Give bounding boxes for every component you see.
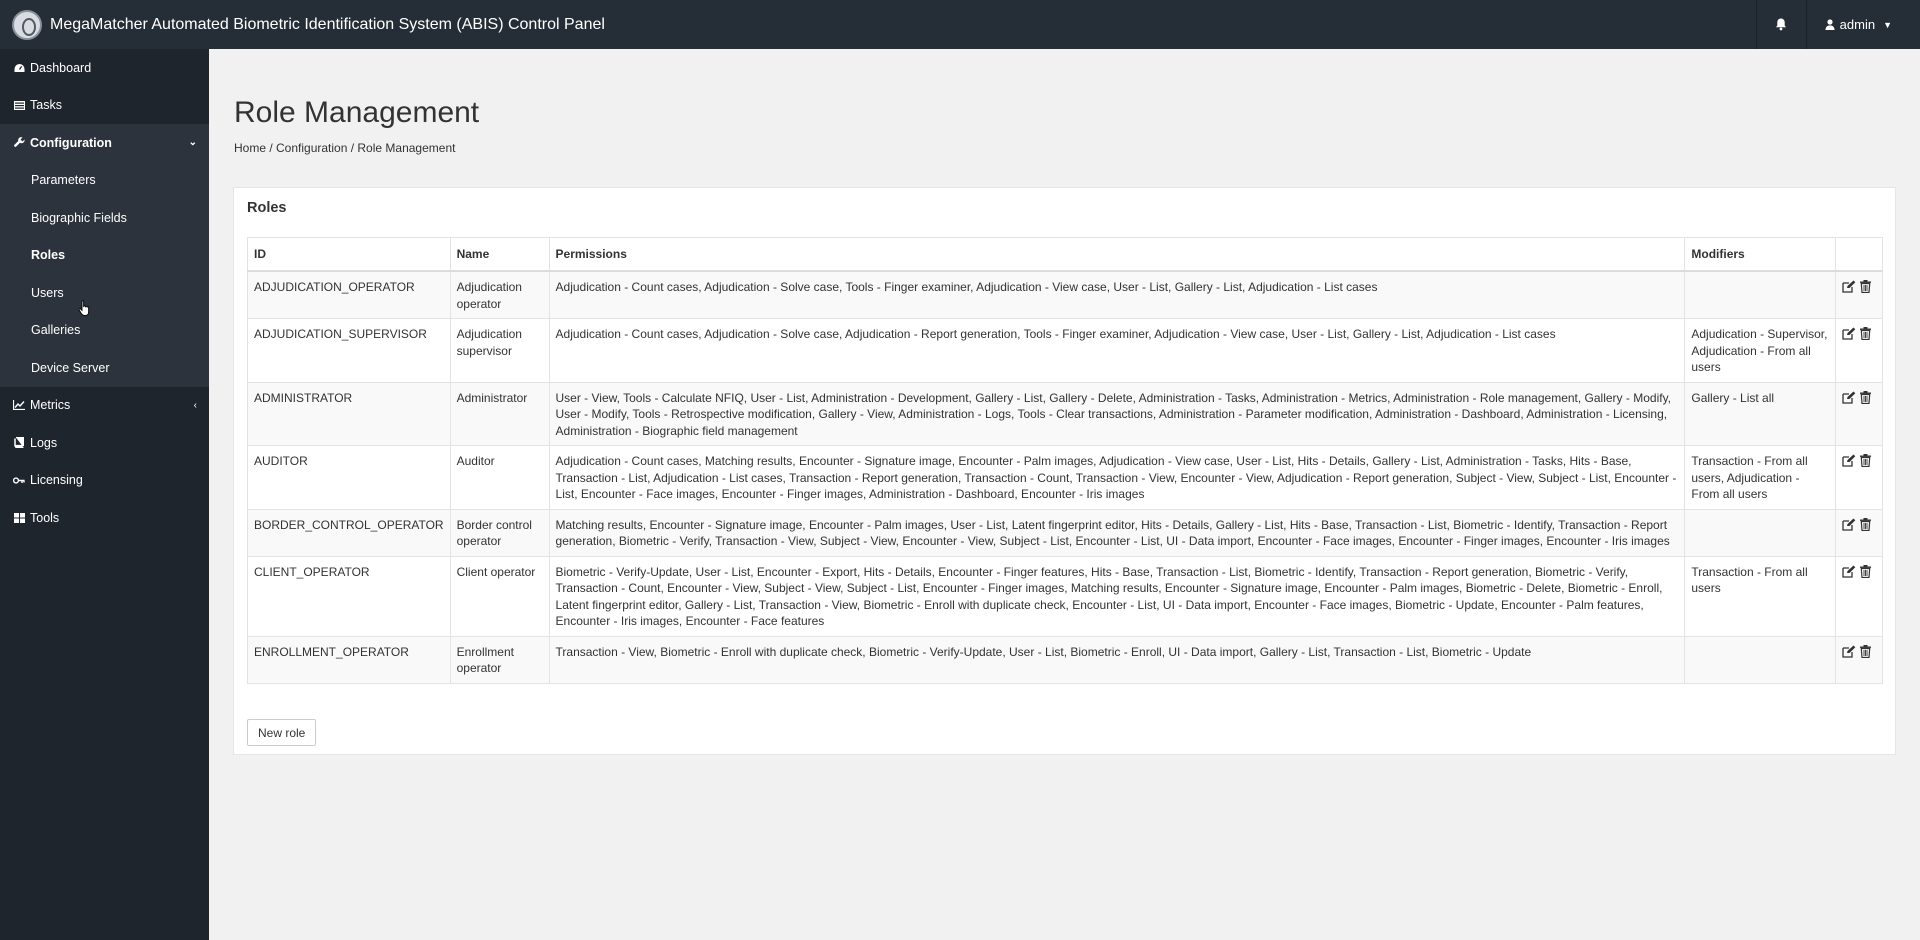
column-header-name: Name	[450, 238, 549, 272]
delete-icon[interactable]	[1860, 327, 1871, 340]
sidebar-item-galleries[interactable]: Galleries	[31, 323, 81, 338]
edit-icon[interactable]	[1842, 280, 1856, 293]
dashboard-icon	[13, 63, 25, 73]
sidebar-item-configuration[interactable]	[0, 124, 209, 162]
column-header-modifiers: Modifiers	[1685, 238, 1836, 272]
role-id: ADJUDICATION_SUPERVISOR	[248, 319, 451, 383]
sidebar-item-parameters[interactable]: Parameters	[31, 173, 96, 188]
delete-icon[interactable]	[1860, 391, 1871, 404]
table-header-row	[248, 238, 1883, 272]
delete-icon[interactable]	[1860, 565, 1871, 578]
role-permissions: Matching results, Encounter - Signature image, Encounter - Palm images, User - List, Latent fingerprint editor, Hits - Details, Gallery - List, Hits - Base, Transaction - List, Biometric - Identify, Transaction - Report generation, Biometric - Verify, Transaction - View, Subject - View, Encounter - View, Subject - List, Encounter - List, UI - Data import, Encounter - Face images, Encounter - Finger images, Encounter - Iris images	[549, 509, 1685, 556]
table-row	[248, 382, 1883, 446]
edit-icon[interactable]	[1842, 518, 1856, 531]
role-actions	[1836, 509, 1883, 556]
role-modifiers	[1685, 636, 1836, 683]
sidebar-item-roles[interactable]: Roles	[31, 248, 66, 263]
role-modifiers: Adjudication - Supervisor, Adjudication - From all users	[1685, 319, 1836, 383]
table-row	[248, 319, 1883, 383]
role-actions	[1836, 319, 1883, 383]
book-icon	[13, 437, 25, 448]
sidebar-item-logs[interactable]	[0, 424, 209, 462]
page-title: Role Management	[234, 96, 480, 129]
top-bar	[0, 0, 1920, 49]
user-menu[interactable]	[1806, 0, 1920, 49]
sidebar-item-label: Dashboard	[30, 60, 92, 75]
role-permissions: Adjudication - Count cases, Adjudication - Solve case, Adjudication - Report generation, Tools - Finger examiner, Adjudication - View case, User - List, Gallery - List, Adjudication - List cases	[549, 319, 1685, 383]
sidebar	[0, 49, 209, 940]
role-id: ENROLLMENT_OPERATOR	[248, 636, 451, 683]
caret-down-icon: ▼	[1883, 19, 1892, 30]
sidebar-item-users[interactable]: Users	[31, 285, 64, 300]
main-content	[209, 49, 1920, 940]
sidebar-item-label: Configuration	[30, 135, 112, 150]
role-actions	[1836, 636, 1883, 683]
edit-icon[interactable]	[1842, 454, 1856, 467]
role-permissions: Adjudication - Count cases, Adjudication - Solve case, Tools - Finger examiner, Adjudication - View case, User - List, Gallery - List, Adjudication - List cases	[549, 271, 1685, 319]
chevron-down-icon: ⌄	[188, 137, 197, 149]
sidebar-item-label: Licensing	[30, 473, 83, 488]
table-row	[248, 636, 1883, 683]
sidebar-item-device-server[interactable]: Device Server	[31, 360, 110, 375]
table-row	[248, 446, 1883, 510]
role-permissions: Biometric - Verify-Update, User - List, Encounter - Export, Hits - Details, Encounter - Finger features, Hits - Base, Transaction - List, Biometric - Identify, Transaction - Report generation, Biometric - Verify, Transaction - Count, Encounter - View, Subject - View, Subject - List, Encounter - Finger images, Matching results, Encounter - Signature image, Encounter - Palm images, Biometric - Delete, Biometric - Enroll, Latent fingerprint editor, Gallery - List, Transaction - View, Biometric - Enroll with duplicate check, Encounter - List, UI - Data import, Encounter - Face images, Biometric - Update, Encounter - Palm features, Encounter - Iris images, Encounter - Face features	[549, 556, 1685, 636]
sidebar-item-label: Tools	[30, 510, 60, 525]
column-header-permissions: Permissions	[549, 238, 1685, 272]
role-name: Enrollment operator	[450, 636, 549, 683]
key-icon	[13, 476, 25, 485]
tasks-icon	[13, 101, 25, 110]
sidebar-item-biographic-fields[interactable]: Biographic Fields	[31, 210, 127, 225]
role-permissions: Adjudication - Count cases, Matching results, Encounter - Signature image, Encounter - Palm images, Adjudication - View case, User - List, Hits - Details, Gallery - List, Administration - Tasks, Hits - Base, Transaction - List, Adjudication - List cases, Transaction - Report generation, Transaction - Count, Transaction - View, Encounter - View, Adjudication - Report generation, Subject - View, Subject - List, Encounter - List, Encounter - Face images, Encounter - Finger images, Administration - Dashboard, Encounter - Iris images	[549, 446, 1685, 510]
sidebar-item-dashboard[interactable]	[0, 49, 209, 87]
role-id: BORDER_CONTROL_OPERATOR	[248, 509, 451, 556]
column-header-id: ID	[248, 238, 451, 272]
sidebar-item-label: Logs	[30, 435, 58, 450]
chart-icon	[13, 400, 25, 410]
role-actions	[1836, 382, 1883, 446]
edit-icon[interactable]	[1842, 391, 1856, 404]
roles-card	[233, 187, 1896, 755]
chevron-left-icon: ‹	[193, 399, 197, 411]
edit-icon[interactable]	[1842, 645, 1856, 658]
edit-icon[interactable]	[1842, 327, 1856, 340]
sidebar-item-metrics[interactable]	[0, 387, 209, 425]
app-title: MegaMatcher Automated Biometric Identification System (ABIS) Control Panel	[50, 15, 605, 33]
role-id: ADJUDICATION_OPERATOR	[248, 271, 451, 319]
delete-icon[interactable]	[1860, 645, 1871, 658]
role-name: Auditor	[450, 446, 549, 510]
role-actions	[1836, 446, 1883, 510]
role-modifiers: Transaction - From all users	[1685, 556, 1836, 636]
role-name: Client operator	[450, 556, 549, 636]
role-id: AUDITOR	[248, 446, 451, 510]
notifications-bell-icon[interactable]	[1756, 0, 1806, 49]
table-row	[248, 556, 1883, 636]
sidebar-item-tools[interactable]	[0, 499, 209, 537]
sidebar-item-label: Metrics	[30, 398, 71, 413]
roles-table	[247, 237, 1883, 684]
delete-icon[interactable]	[1860, 518, 1871, 531]
role-id: CLIENT_OPERATOR	[248, 556, 451, 636]
sidebar-item-label: Tasks	[30, 98, 62, 113]
role-permissions: User - View, Tools - Calculate NFIQ, User - List, Administration - Development, Gallery - List, Gallery - Delete, Administration - Tasks, Administration - Metrics, Administration - Role management, Gallery - Modify, User - Modify, Tools - Retrospective modification, Gallery - View, Administration - Logs, Tools - Clear transactions, Administration - Parameter modification, Administration - Dashboard, Administration - Licensing, Administration - Biographic field management	[549, 382, 1685, 446]
roles-card-title: Roles	[247, 200, 287, 216]
role-name: Adjudication supervisor	[450, 319, 549, 383]
role-name: Adjudication operator	[450, 271, 549, 319]
role-modifiers	[1685, 509, 1836, 556]
mouse-cursor-icon	[78, 300, 90, 320]
role-modifiers	[1685, 271, 1836, 319]
user-name: admin	[1839, 17, 1876, 32]
role-id: ADMINISTRATOR	[248, 382, 451, 446]
breadcrumb[interactable]: Home / Configuration / Role Management	[234, 141, 456, 155]
role-modifiers: Transaction - From all users, Adjudication - From all users	[1685, 446, 1836, 510]
column-header-actions	[1836, 238, 1883, 272]
role-permissions: Transaction - View, Biometric - Enroll with duplicate check, Biometric - Verify-Update, User - List, Biometric - Enroll, UI - Data import, Gallery - List, Transaction - List, Biometric - Update	[549, 636, 1685, 683]
new-role-button[interactable]: New role	[247, 719, 316, 746]
sidebar-item-tasks[interactable]	[0, 87, 209, 125]
edit-icon[interactable]	[1842, 565, 1856, 578]
sidebar-item-licensing[interactable]	[0, 462, 209, 500]
wrench-icon	[13, 137, 25, 148]
role-name: Border control operator	[450, 509, 549, 556]
app-logo-icon[interactable]	[12, 10, 42, 40]
table-row	[248, 509, 1883, 556]
role-actions	[1836, 556, 1883, 636]
configuration-submenu	[0, 162, 209, 387]
role-modifiers: Gallery - List all	[1685, 382, 1836, 446]
role-actions	[1836, 271, 1883, 319]
grid-icon	[13, 513, 25, 523]
delete-icon[interactable]	[1860, 454, 1871, 467]
delete-icon[interactable]	[1860, 280, 1871, 293]
table-row	[248, 271, 1883, 319]
user-icon	[1825, 19, 1835, 30]
role-name: Administrator	[450, 382, 549, 446]
